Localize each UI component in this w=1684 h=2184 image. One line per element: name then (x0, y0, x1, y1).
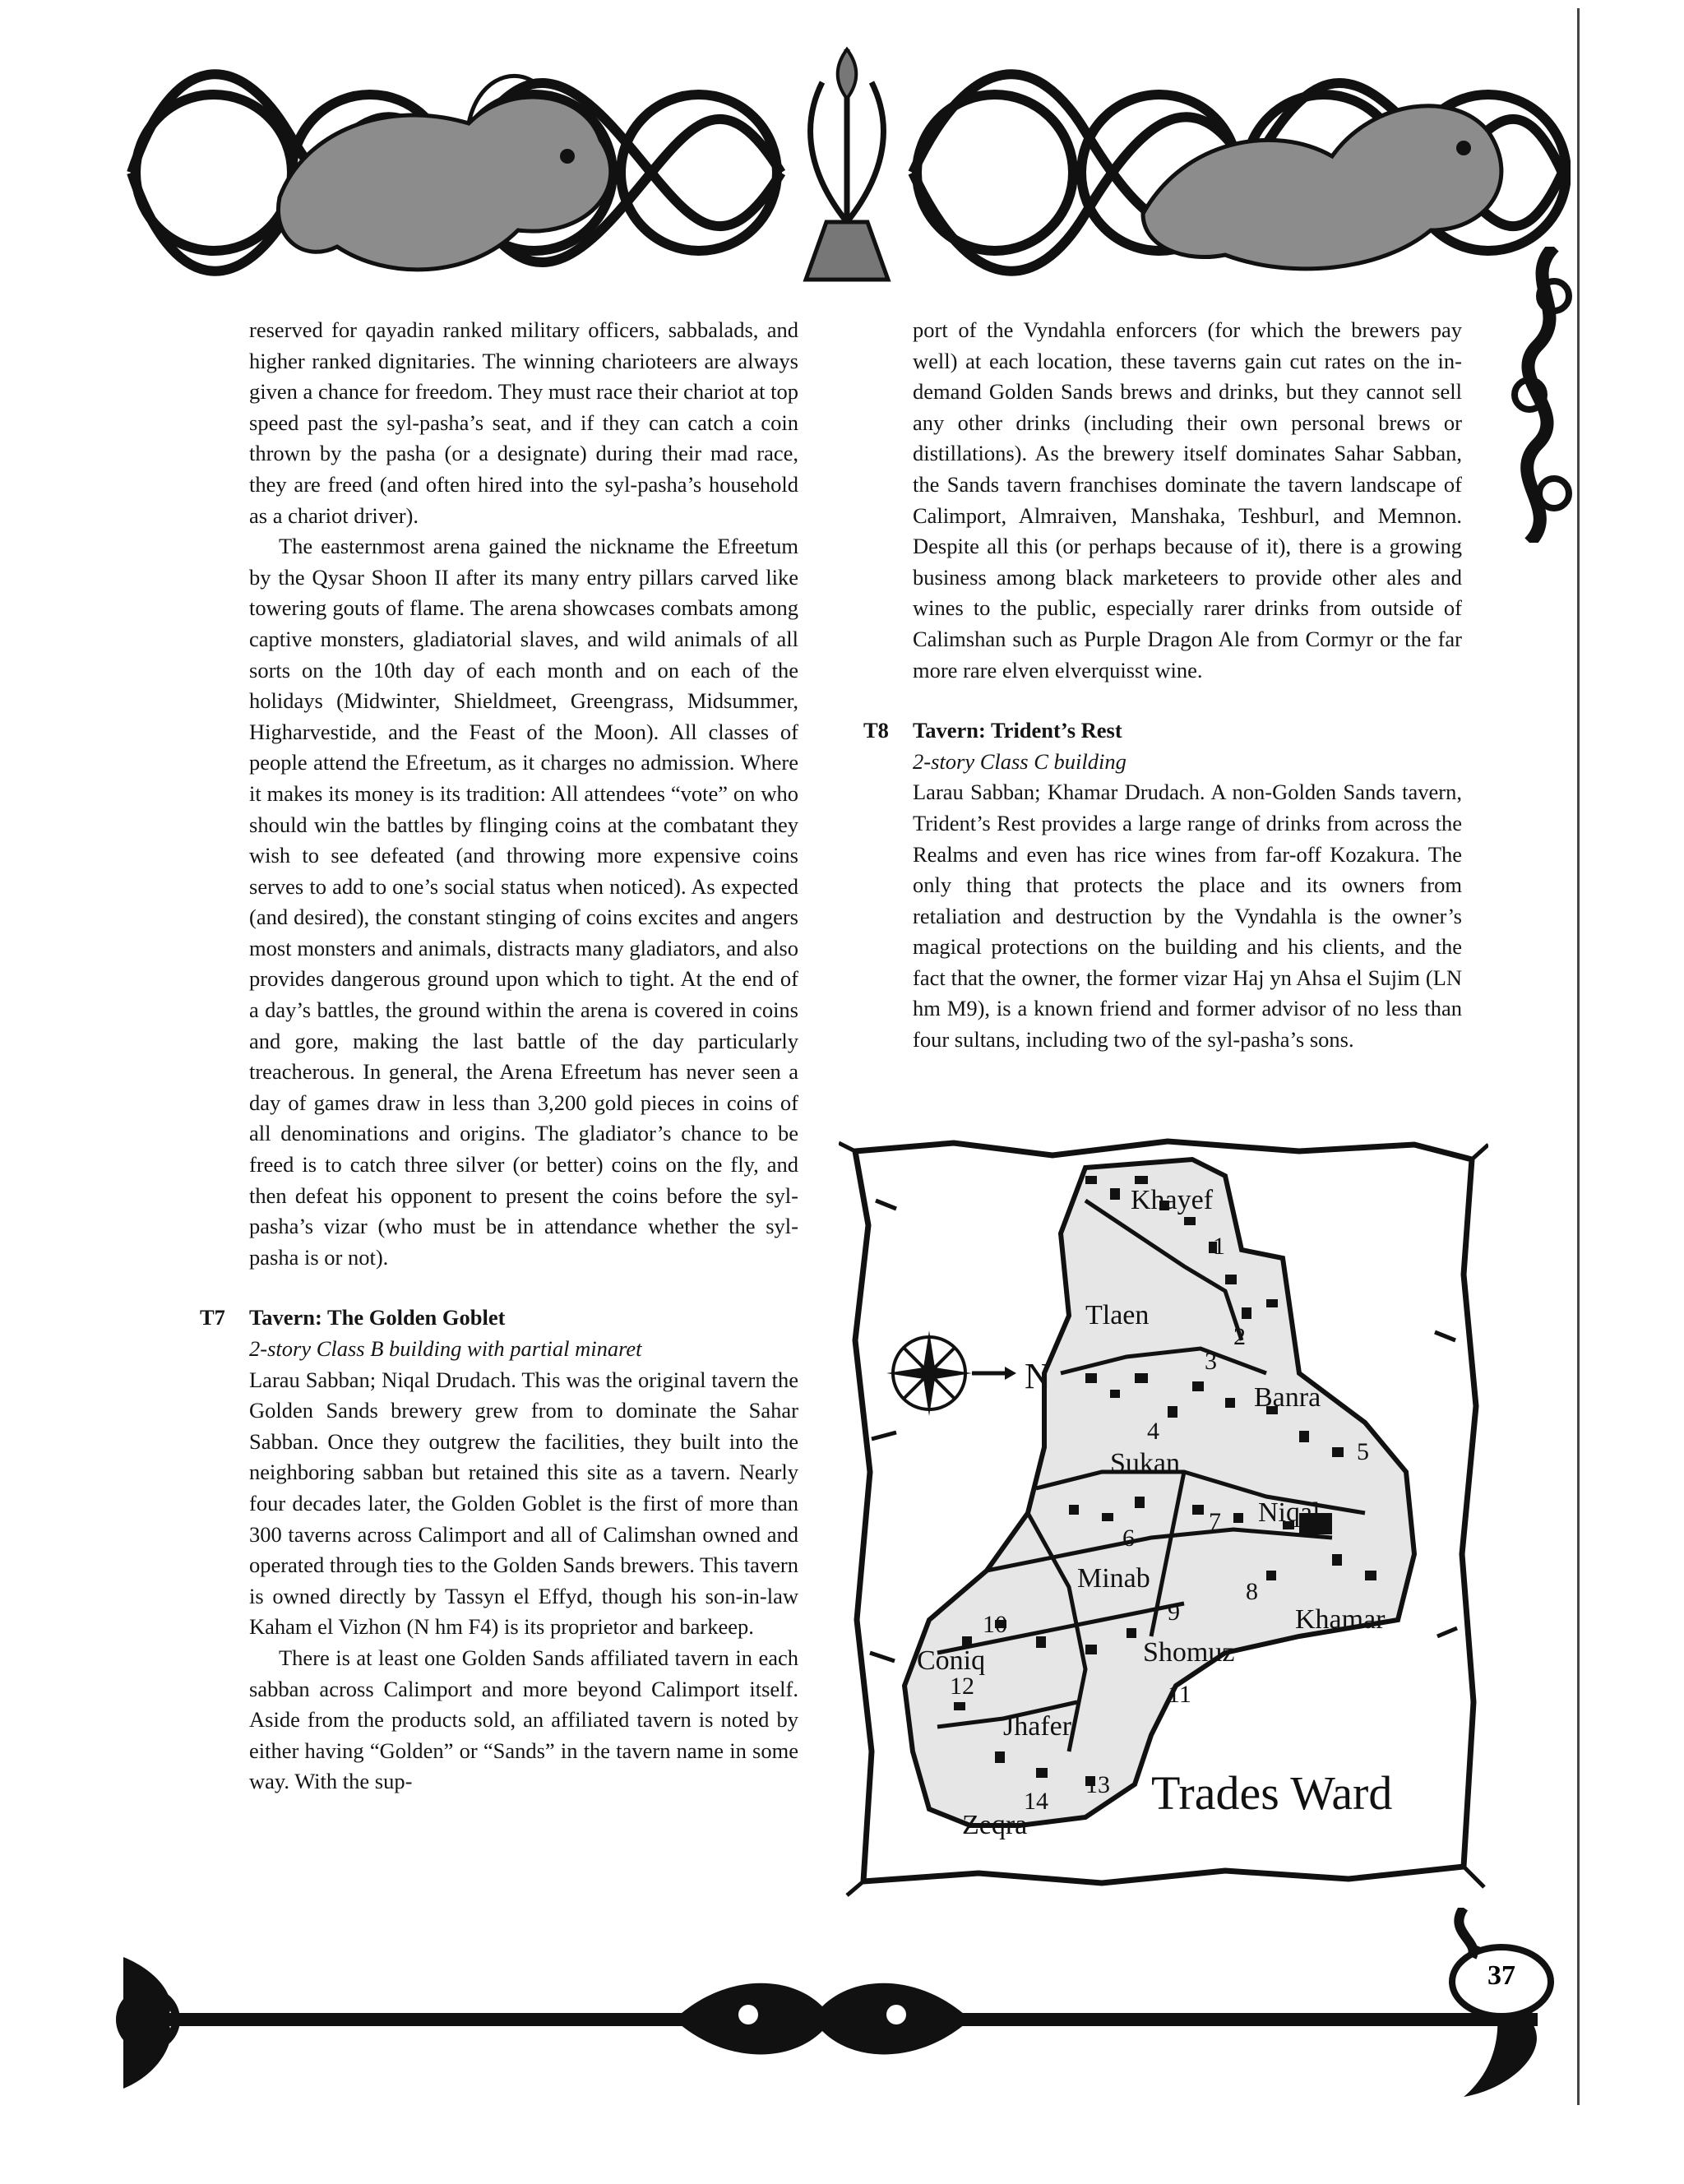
entry-t7-subtitle: 2-story Class B building with partial minaret (249, 1336, 642, 1361)
entry-t8-subtitle: 2-story Class C building (913, 748, 1127, 774)
map-marker-13: 13 (1085, 1771, 1110, 1798)
entry-t7-title: Tavern: The Golden Goblet (249, 1305, 506, 1330)
map-marker-3: 3 (1205, 1348, 1217, 1375)
footer-ornament (115, 1908, 1595, 2138)
side-scroll-ornament (1505, 247, 1579, 543)
district-label-coniq: Coniq (917, 1645, 986, 1676)
map-marker-6: 6 (1122, 1525, 1135, 1552)
map-marker-14: 14 (1024, 1788, 1048, 1815)
entry-t7-code: T7 (200, 1305, 225, 1330)
left-paragraph-1: reserved for qayadin ranked military officers, sabbalads, and higher ranked dignitaries. The winning charioteers are always given a chance for freedom. They must race their chariot at top speed past the syl-pasha’s seat, and if they can catch a coin thrown by the pasha (or a designate) during their mad race, they are freed (and often hired into the syl-pasha’s household as a chariot driver). (249, 317, 798, 528)
page-edge-rule (1577, 8, 1580, 2105)
entry-t8-heading (863, 715, 1462, 747)
entry-t7-paragraph-1: Larau Sabban; Niqal Drudach. This was the original tavern the Golden Sands brewery grew from to dominate the Sahar Sabban. Once they outgrew the facilities, they built into the neighboring sabban but retained this site as a tavern. Nearly four decades later, the Golden Goblet is the first of more than 300 taverns across Calimport and all of Calimshan owned and operated through ties to the Golden Sands brewers. This tavern is owned directly by Tassyn el Effyd, though his son-in-law Kaham el Vizhon (N hm F4) is its proprietor and barkeep. (249, 1367, 798, 1640)
entry-t8-title: Tavern: Trident’s Rest (913, 718, 1122, 743)
map-marker-10: 10 (983, 1611, 1007, 1638)
entry-t7 (200, 1303, 798, 1798)
left-paragraph-2: The easternmost arena gained the nickname the Efreetum by the Qysar Shoon II after its many entry pillars carved like towering gouts of flame. The arena showcases combats among captive monsters, gladiatorial slaves, and wild animals of all sorts on the 10th day of each month and on each of the holidays (Midwinter, Shieldmeet, Greengrass, Midsummer, Higharvestide, and the Feast of the Moon). All classes of people attend the Efreetum, as it charges no admission. Where it makes its money is its tradition: All attendees “vote” on who should win the battles by flinging coins at the combatant they wish to see defeated (and throwing more expensive coins serves to add to one’s social status when noticed). As expected (and desired), the constant stinging of coins excites and angers most monsters and animals, distracts many gladiators, and also provides dangerous ground upon which to tight. At the end of a day’s battles, the ground within the arena is covered in coins and gore, making the last battle of the day particularly treacherous. In general, the Arena Efreetum has never seen a day of games draw in less than 3,200 gold pieces in coins of all denominations and origins. The gladiator’s chance to be freed is to catch three silver (or better) coins on the fly, and then defeat his opponent to present the coins before the syl-pasha’s vizar (who must be in attendance whether the syl-pasha is or not). (249, 534, 798, 1270)
compass-north-label: N (1025, 1356, 1051, 1396)
entry-t8 (863, 715, 1462, 1056)
district-label-minab: Minab (1077, 1563, 1150, 1594)
map-marker-11: 11 (1168, 1681, 1191, 1708)
trades-ward-map (839, 1127, 1488, 1899)
map-marker-9: 9 (1168, 1599, 1180, 1626)
entry-t8-code: T8 (863, 718, 889, 743)
map-marker-5: 5 (1357, 1438, 1369, 1465)
page-number: 37 (1487, 1960, 1515, 1991)
flower-pot-illustration (806, 49, 888, 280)
map-marker-1: 1 (1213, 1233, 1225, 1260)
district-label-jhafer: Jhafer (1003, 1711, 1072, 1742)
district-label-zeqra: Zeqra (962, 1810, 1028, 1840)
district-label-shomuz: Shomuz (1143, 1637, 1235, 1668)
right-paragraph-1: port of the Vyndahla enforcers (for which the brewers pay well) at each location, these taverns gain cut rates on the in-demand Golden Sands brews and drinks, but they cannot sell any other drinks (including their own personal brews or distillations). As the brewery itself dominates Sahar Sabban, the Sands tavern franchises dominate the tavern landscape of Calimport, Almraiven, Manshaka, Teshburl, and Memnon. Despite all this (or perhaps because of it), there is a growing business among black marketeers to provide other ales and wines to the public, especially rarer drinks from outside of Calimshan such as Purple Dragon Ale from Cormyr or the far more rare elven elverquisst wine. (913, 317, 1462, 682)
map-marker-8: 8 (1246, 1578, 1258, 1605)
right-column (863, 315, 1462, 1056)
entry-t7-heading (200, 1303, 798, 1334)
map-marker-12: 12 (950, 1673, 974, 1700)
district-label-khayef: Khayef (1131, 1185, 1214, 1215)
map-marker-7: 7 (1209, 1508, 1221, 1535)
knotwork-header-border (123, 33, 1571, 304)
map-marker-2: 2 (1233, 1323, 1246, 1350)
entry-t7-paragraph-2: There is at least one Golden Sands affiliated tavern in each sabban across Calimport and more beyond Calimport itself. Aside from the products sold, an affiliated tavern is noted by either having “Golden” or “Sands” in the tavern name in some way. With the sup- (249, 1645, 798, 1794)
map-marker-4: 4 (1147, 1418, 1159, 1445)
district-label-tlaen: Tlaen (1085, 1300, 1150, 1330)
left-column (200, 315, 798, 1798)
map-title: Trades Ward (1151, 1766, 1393, 1820)
district-label-banra: Banra (1254, 1382, 1321, 1413)
entry-t8-paragraph-1: Larau Sabban; Khamar Drudach. A non-Golden Sands tavern, Trident’s Rest provides a large range of drinks from across the Realms and even has rice wines from far-off Kozakura. The only thing that protects the place and its owners from retaliation and destruction by the Vyndahla is the owner’s magical protections on the building and his clients, and the fact that the owner, the former vizar Haj yn Ahsa el Sujim (LN hm M9), is a known friend and former advisor of no less than four sultans, including two of the syl-pasha’s sons. (913, 780, 1462, 1053)
district-label-khamar: Khamar (1295, 1604, 1386, 1635)
district-label-sukan: Sukan (1110, 1448, 1180, 1478)
district-label-niqal: Niqal (1258, 1497, 1321, 1528)
